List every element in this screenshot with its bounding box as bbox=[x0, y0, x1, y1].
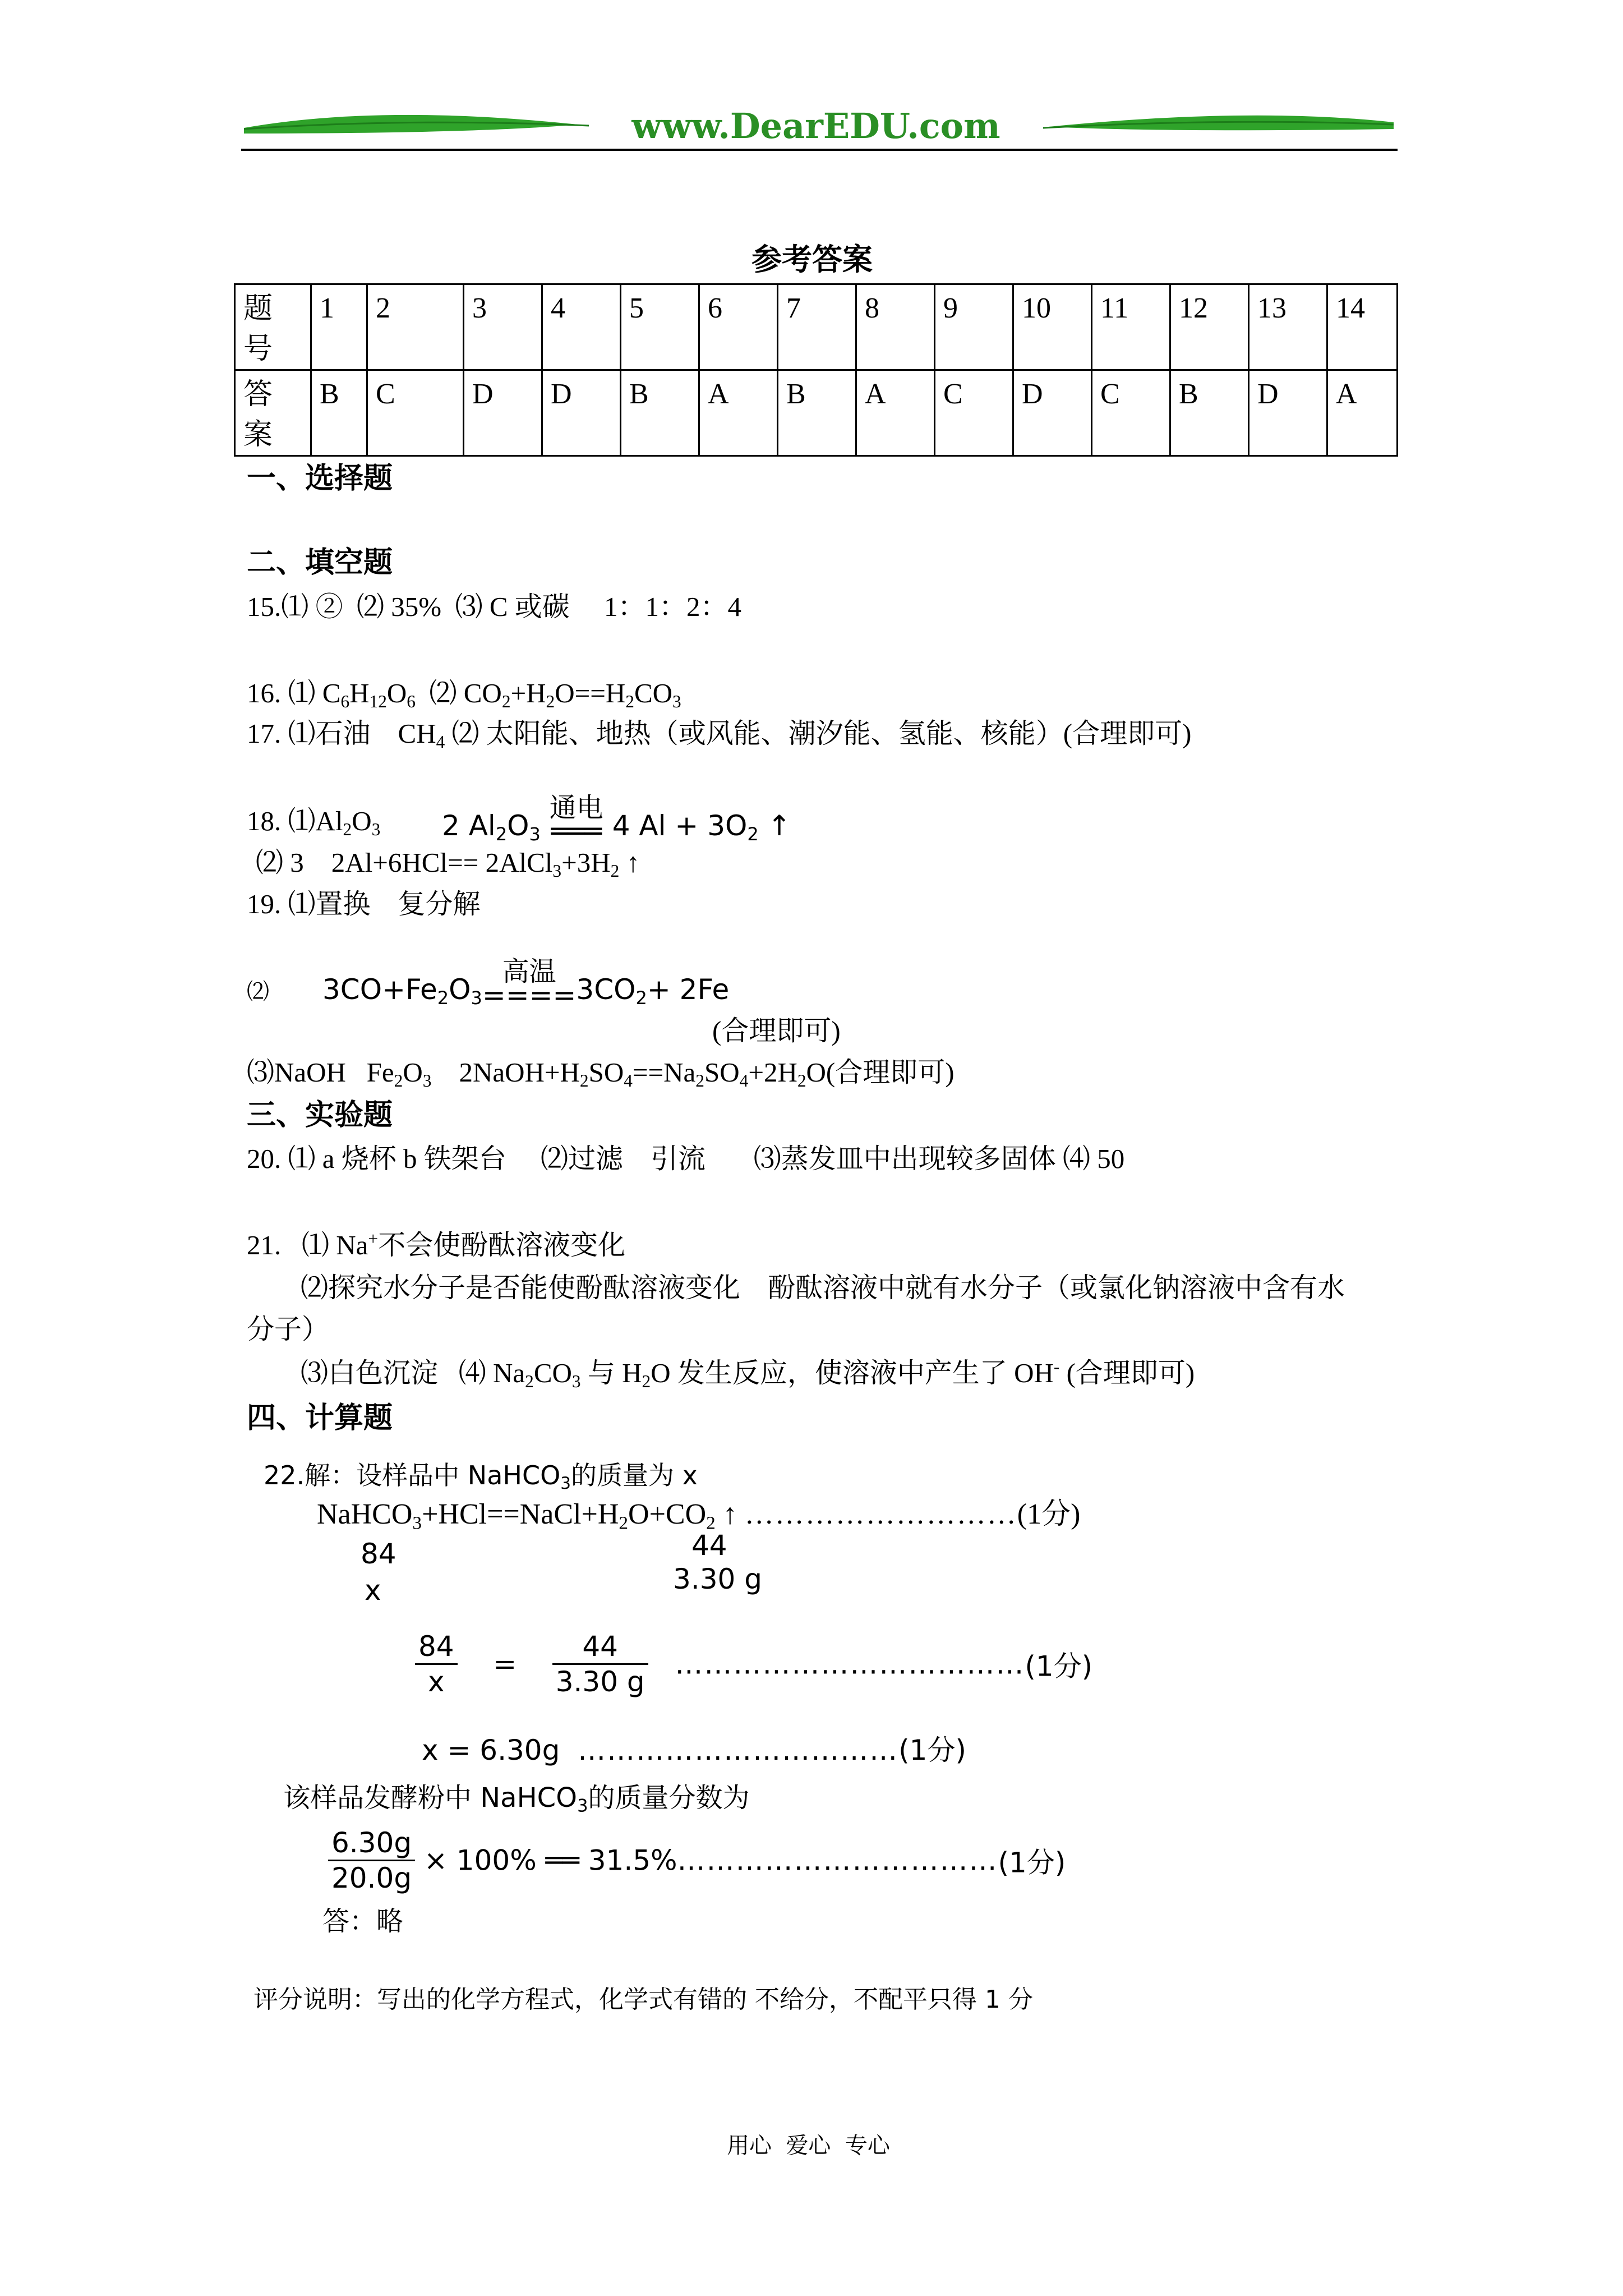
header-rule bbox=[241, 149, 1398, 151]
table-cell: C bbox=[935, 370, 1013, 456]
table-cell: 14 bbox=[1327, 284, 1398, 370]
section-heading-choice: 一、选择题 bbox=[247, 462, 393, 495]
electrolysis-equation: 2 $Al_2O_3$ 通电 ═══ 4 $Al + 3O_2$ ↑ bbox=[442, 792, 791, 848]
site-name: www.DearEDU.com bbox=[631, 105, 1000, 146]
answer-21-line2: ⑵探究水分子是否能使酚酞溶液变化 酚酞溶液中就有水分子（或氯化钠溶液中含有水 bbox=[301, 1272, 1345, 1303]
condition-label: 通电 bbox=[549, 792, 603, 823]
table-cell: 9 bbox=[935, 284, 1013, 370]
answer-21-line4: ⑶白色沉淀 ⑷ $Na_2CO_3$ 与 $H_2O$ 发生反应，使溶液中产生了 OH- (合理即可) bbox=[301, 1356, 1195, 1391]
percentage-calculation: $\frac{6.30g}{20.0g}$ × 100% ══ 31.5%……………………………(1分) bbox=[328, 1826, 1066, 1895]
table-cell: A bbox=[1327, 370, 1398, 456]
section-heading-calculation: 四、计算题 bbox=[247, 1401, 393, 1435]
answer-19-note: (合理即可) bbox=[712, 1015, 841, 1046]
answer-19-line3: ⑶NaOH $Fe_2O_3$ $2NaOH+H_2SO_4==Na_2SO_4+2H_2O$(合理即可) bbox=[247, 1057, 955, 1091]
table-cell: 10 bbox=[1013, 284, 1092, 370]
table-cell: D bbox=[1249, 370, 1327, 456]
row-label-number: 题号 bbox=[243, 292, 273, 366]
table-cell: 11 bbox=[1092, 284, 1170, 370]
condition-label: 高温 bbox=[502, 956, 556, 987]
answer-21-line3: 分子） bbox=[247, 1314, 330, 1345]
answer-18-line2: ⑵ 3 $2Al+6HCl== 2AlCl_3+3H_2$ ↑ bbox=[256, 847, 640, 881]
answer-15: 15.⑴ ② ⑵ 35% ⑶ C 或碳 1：1：2：4 bbox=[247, 591, 742, 622]
footer-motto: 用心 爱心 专心 bbox=[727, 2133, 890, 2159]
table-cell: C bbox=[1092, 370, 1170, 456]
table-cell: D bbox=[1013, 370, 1092, 456]
table-cell: 4 bbox=[542, 284, 621, 370]
answer-17: 17. ⑴石油 $CH_4$ ⑵ 太阳能、地热（或风能、潮汐能、氢能、核能）(合理即可) bbox=[247, 718, 1192, 752]
table-cell: 8 bbox=[856, 284, 935, 370]
table-row bbox=[235, 284, 1398, 370]
answer-19-label2: ⑵ bbox=[247, 979, 269, 1004]
table-cell: B bbox=[311, 370, 367, 456]
mass-fraction-label: 该样品发酵粉中 NaHCO$_3$的质量分数为 bbox=[283, 1782, 750, 1816]
result-line: x = 6.30g ……………………………(1分) bbox=[422, 1734, 966, 1766]
answer-16: 16. ⑴ $C_6H_{12}O_6$ ⑵ $CO_2+H_2O==H_2CO_3$ bbox=[247, 678, 681, 711]
table-cell: 2 bbox=[367, 284, 464, 370]
reduction-equation: $3CO+Fe_2O_3$ 高温 ==== $3CO_2+ 2Fe$ bbox=[322, 956, 730, 1011]
table-cell: 3 bbox=[464, 284, 542, 370]
table-cell: 13 bbox=[1249, 284, 1327, 370]
answer-20: 20. ⑴ a 烧杯 b 铁架台 ⑵过滤 引流 ⑶蒸发皿中出现较多固体 ⑷ 50 bbox=[247, 1143, 1125, 1174]
table-cell: 5 bbox=[621, 284, 699, 370]
answer-19-line1: 19. ⑴置换 复分解 bbox=[247, 889, 481, 919]
calc-line-1: 22.解：设样品中 NaHCO$_3$的质量为 x bbox=[264, 1460, 698, 1493]
unknown-x: x bbox=[365, 1574, 381, 1607]
table-cell: B bbox=[778, 370, 856, 456]
table-cell: D bbox=[542, 370, 621, 456]
calc-equation: $NaHCO_3+HCl==NaCl+H_2O+CO_2$ ↑ ………………………(1分) bbox=[317, 1498, 1081, 1534]
table-cell: A bbox=[856, 370, 935, 456]
table-cell: 6 bbox=[699, 284, 778, 370]
table-cell: 7 bbox=[778, 284, 856, 370]
table-cell: B bbox=[1170, 370, 1249, 456]
answer-table bbox=[234, 283, 1398, 457]
row-label-answer: 答案 bbox=[243, 378, 273, 452]
table-cell: D bbox=[464, 370, 542, 456]
answer-omitted: 答：略 bbox=[322, 1906, 404, 1937]
table-cell: 1 bbox=[311, 284, 367, 370]
table-cell: A bbox=[699, 370, 778, 456]
proportion-equation: $\frac{84}{x}$ = $\frac{44}{3.30 g}$ ………………………………(1分) bbox=[415, 1630, 1092, 1699]
co2-mass: 3.30 g bbox=[673, 1563, 762, 1595]
scoring-note: 评分说明：写出的化学方程式，化学式有错的 不给分，不配平只得 1 分 bbox=[253, 1985, 1033, 2014]
molar-mass-44: 44 bbox=[691, 1529, 727, 1562]
section-heading-experiment: 三、实验题 bbox=[247, 1098, 393, 1132]
answer-18-line1: 18. $⑴Al_2O_3$ bbox=[247, 806, 381, 839]
table-cell: 12 bbox=[1170, 284, 1249, 370]
table-cell: B bbox=[621, 370, 699, 456]
answer-21-line1: 21. ⑴ Na+不会使酚酞溶液变化 bbox=[247, 1228, 626, 1260]
page-title: 参考答案 bbox=[751, 242, 873, 277]
table-row bbox=[235, 370, 1398, 456]
table-cell: C bbox=[367, 370, 464, 456]
molar-mass-84: 84 bbox=[361, 1538, 396, 1570]
section-heading-fill: 二、填空题 bbox=[247, 546, 393, 579]
